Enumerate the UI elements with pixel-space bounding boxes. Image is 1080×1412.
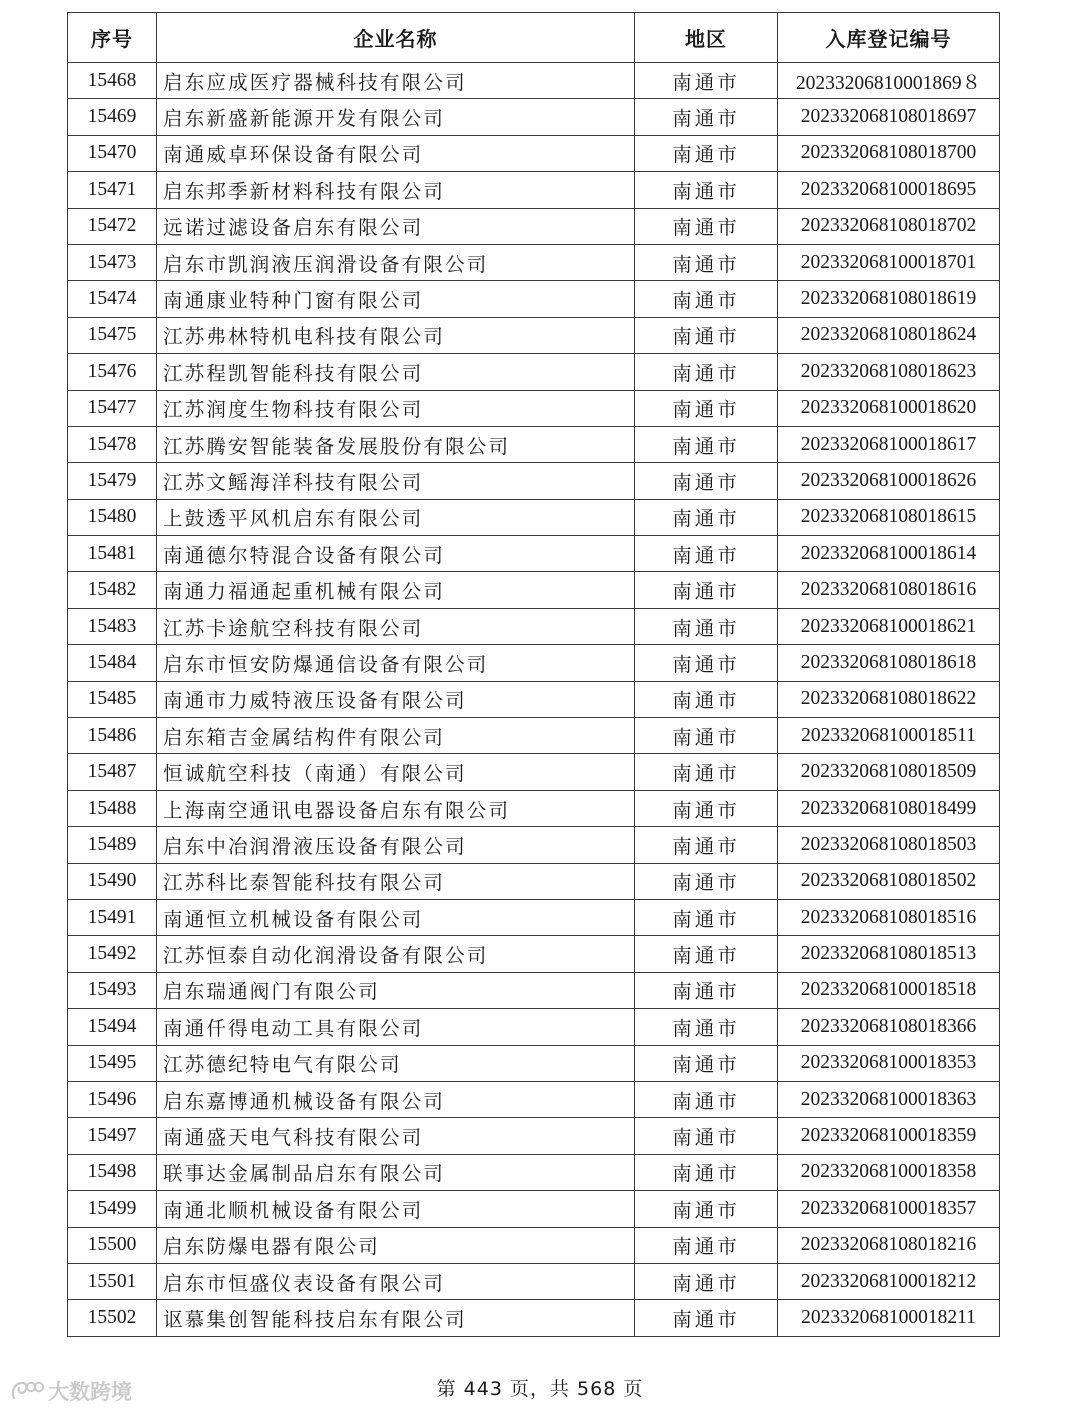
row-region-cell: 南通市: [635, 754, 778, 790]
row-enterprise-name-cell: 启东中冶润滑液压设备有限公司: [157, 827, 635, 863]
table-row: [68, 645, 1000, 681]
row-enterprise-name-cell: 江苏文鳐海洋科技有限公司: [157, 463, 635, 499]
table-row: [68, 972, 1000, 1008]
row-registration-code-cell: 202332068100018212: [778, 1263, 1000, 1299]
header-enterprise-name: 企业名称: [157, 13, 635, 63]
row-registration-code-cell: 202332068100018358: [778, 1154, 1000, 1190]
row-region-cell: 南通市: [635, 499, 778, 535]
row-seq-cell: 15502: [68, 1300, 157, 1336]
row-registration-code-cell: 202332068108018503: [778, 827, 1000, 863]
row-registration-code-cell: 202332068100018363: [778, 1081, 1000, 1117]
row-registration-code-cell: 202332068108018697: [778, 99, 1000, 135]
row-region-cell: 南通市: [635, 645, 778, 681]
row-enterprise-name-cell: 南通恒立机械设备有限公司: [157, 899, 635, 935]
table-row: [68, 790, 1000, 826]
table-row: [68, 718, 1000, 754]
row-region-cell: 南通市: [635, 718, 778, 754]
row-region-cell: 南通市: [635, 1227, 778, 1263]
row-enterprise-name-cell: 远诺过滤设备启东有限公司: [157, 208, 635, 244]
table-row: [68, 281, 1000, 317]
row-seq-cell: 15493: [68, 972, 157, 1008]
row-seq-cell: 15489: [68, 827, 157, 863]
table-row: [68, 681, 1000, 717]
row-enterprise-name-cell: 江苏腾安智能装备发展股份有限公司: [157, 426, 635, 462]
row-region-cell: 南通市: [635, 1081, 778, 1117]
row-seq-cell: 15484: [68, 645, 157, 681]
row-seq-cell: 15500: [68, 1227, 157, 1263]
table-row: [68, 390, 1000, 426]
row-region-cell: 南通市: [635, 863, 778, 899]
row-registration-code-cell: 20233206810001869８: [778, 63, 1000, 99]
table-row: [68, 426, 1000, 462]
row-registration-code-cell: 202332068108018616: [778, 572, 1000, 608]
row-seq-cell: 15491: [68, 899, 157, 935]
row-enterprise-name-cell: 江苏科比泰智能科技有限公司: [157, 863, 635, 899]
row-region-cell: 南通市: [635, 936, 778, 972]
row-region-cell: 南通市: [635, 99, 778, 135]
row-registration-code-cell: 202332068108018502: [778, 863, 1000, 899]
row-registration-code-cell: 202332068100018518: [778, 972, 1000, 1008]
table-row: [68, 463, 1000, 499]
row-seq-cell: 15478: [68, 426, 157, 462]
table-row: [68, 863, 1000, 899]
row-region-cell: 南通市: [635, 426, 778, 462]
row-enterprise-name-cell: 江苏弗林特机电科技有限公司: [157, 317, 635, 353]
row-region-cell: 南通市: [635, 790, 778, 826]
row-region-cell: 南通市: [635, 608, 778, 644]
table-header: [68, 13, 1000, 63]
row-seq-cell: 15488: [68, 790, 157, 826]
row-region-cell: 南通市: [635, 135, 778, 171]
row-region-cell: 南通市: [635, 63, 778, 99]
row-enterprise-name-cell: 南通市力威特液压设备有限公司: [157, 681, 635, 717]
table-row: [68, 899, 1000, 935]
row-registration-code-cell: 202332068100018357: [778, 1191, 1000, 1227]
table-row: [68, 354, 1000, 390]
row-region-cell: 南通市: [635, 1118, 778, 1154]
row-seq-cell: 15469: [68, 99, 157, 135]
row-registration-code-cell: 202332068100018353: [778, 1045, 1000, 1081]
row-region-cell: 南通市: [635, 1154, 778, 1190]
row-region-cell: 南通市: [635, 1045, 778, 1081]
table-row: [68, 499, 1000, 535]
table-row: [68, 608, 1000, 644]
table-row: [68, 572, 1000, 608]
table-row: [68, 135, 1000, 171]
row-enterprise-name-cell: 南通力福通起重机械有限公司: [157, 572, 635, 608]
row-registration-code-cell: 202332068108018623: [778, 354, 1000, 390]
row-seq-cell: 15475: [68, 317, 157, 353]
row-seq-cell: 15468: [68, 63, 157, 99]
row-seq-cell: 15474: [68, 281, 157, 317]
row-registration-code-cell: 202332068100018701: [778, 244, 1000, 280]
row-registration-code-cell: 202332068108018622: [778, 681, 1000, 717]
table-header-row: [68, 13, 1000, 63]
row-seq-cell: 15482: [68, 572, 157, 608]
row-enterprise-name-cell: 江苏卡途航空科技有限公司: [157, 608, 635, 644]
row-enterprise-name-cell: 南通北顺机械设备有限公司: [157, 1191, 635, 1227]
row-enterprise-name-cell: 江苏润度生物科技有限公司: [157, 390, 635, 426]
row-seq-cell: 15487: [68, 754, 157, 790]
row-registration-code-cell: 202332068100018211: [778, 1300, 1000, 1336]
row-registration-code-cell: 202332068108018618: [778, 645, 1000, 681]
row-region-cell: 南通市: [635, 208, 778, 244]
row-seq-cell: 15496: [68, 1081, 157, 1117]
row-region-cell: 南通市: [635, 317, 778, 353]
row-region-cell: 南通市: [635, 390, 778, 426]
table-row: [68, 827, 1000, 863]
table-row: [68, 1154, 1000, 1190]
row-seq-cell: 15477: [68, 390, 157, 426]
row-enterprise-name-cell: 启东应成医疗器械科技有限公司: [157, 63, 635, 99]
row-registration-code-cell: 202332068100018626: [778, 463, 1000, 499]
row-region-cell: 南通市: [635, 681, 778, 717]
row-seq-cell: 15471: [68, 172, 157, 208]
row-registration-code-cell: 202332068108018516: [778, 899, 1000, 935]
enterprise-registry-table: [67, 12, 1000, 1337]
header-seq: 序号: [68, 13, 157, 63]
row-seq-cell: 15472: [68, 208, 157, 244]
row-registration-code-cell: 202332068108018366: [778, 1009, 1000, 1045]
row-registration-code-cell: 202332068100018359: [778, 1118, 1000, 1154]
row-seq-cell: 15492: [68, 936, 157, 972]
page-number: 第 443 页，共 568 页: [436, 1378, 644, 1400]
row-registration-code-cell: 202332068100018620: [778, 390, 1000, 426]
table-row: [68, 1263, 1000, 1299]
row-enterprise-name-cell: 上海南空通讯电器设备启东有限公司: [157, 790, 635, 826]
row-seq-cell: 15480: [68, 499, 157, 535]
row-enterprise-name-cell: 江苏德纪特电气有限公司: [157, 1045, 635, 1081]
row-enterprise-name-cell: 恒诚航空科技（南通）有限公司: [157, 754, 635, 790]
row-registration-code-cell: 202332068108018702: [778, 208, 1000, 244]
row-seq-cell: 15483: [68, 608, 157, 644]
row-seq-cell: 15470: [68, 135, 157, 171]
row-enterprise-name-cell: 南通仟得电动工具有限公司: [157, 1009, 635, 1045]
row-enterprise-name-cell: 南通盛天电气科技有限公司: [157, 1118, 635, 1154]
row-region-cell: 南通市: [635, 827, 778, 863]
table-row: [68, 63, 1000, 99]
row-region-cell: 南通市: [635, 1263, 778, 1299]
row-registration-code-cell: 202332068108018619: [778, 281, 1000, 317]
row-enterprise-name-cell: 启东市恒盛仪表设备有限公司: [157, 1263, 635, 1299]
header-region: 地区: [635, 13, 778, 63]
row-seq-cell: 15495: [68, 1045, 157, 1081]
row-seq-cell: 15481: [68, 536, 157, 572]
row-enterprise-name-cell: 启东嘉博通机械设备有限公司: [157, 1081, 635, 1117]
row-region-cell: 南通市: [635, 1009, 778, 1045]
table-row: [68, 1081, 1000, 1117]
table-row: [68, 1045, 1000, 1081]
table-row: [68, 99, 1000, 135]
row-registration-code-cell: 202332068100018614: [778, 536, 1000, 572]
row-enterprise-name-cell: 南通德尔特混合设备有限公司: [157, 536, 635, 572]
row-enterprise-name-cell: 启东邦季新材料科技有限公司: [157, 172, 635, 208]
row-registration-code-cell: 202332068108018216: [778, 1227, 1000, 1263]
row-seq-cell: 15494: [68, 1009, 157, 1045]
table-body: [68, 63, 1000, 1337]
row-enterprise-name-cell: 南通康业特种门窗有限公司: [157, 281, 635, 317]
row-seq-cell: 15486: [68, 718, 157, 754]
row-region-cell: 南通市: [635, 354, 778, 390]
table-row: [68, 754, 1000, 790]
row-region-cell: 南通市: [635, 463, 778, 499]
row-seq-cell: 15485: [68, 681, 157, 717]
row-enterprise-name-cell: 启东市恒安防爆通信设备有限公司: [157, 645, 635, 681]
row-region-cell: 南通市: [635, 172, 778, 208]
row-region-cell: 南通市: [635, 1300, 778, 1336]
row-region-cell: 南通市: [635, 899, 778, 935]
row-registration-code-cell: 202332068100018695: [778, 172, 1000, 208]
row-seq-cell: 15501: [68, 1263, 157, 1299]
row-seq-cell: 15490: [68, 863, 157, 899]
table-row: [68, 1009, 1000, 1045]
table-row: [68, 1191, 1000, 1227]
row-enterprise-name-cell: 南通威卓环保设备有限公司: [157, 135, 635, 171]
table-row: [68, 1118, 1000, 1154]
row-seq-cell: 15497: [68, 1118, 157, 1154]
row-enterprise-name-cell: 启东新盛新能源开发有限公司: [157, 99, 635, 135]
table-row: [68, 208, 1000, 244]
table-row: [68, 1300, 1000, 1336]
row-registration-code-cell: 202332068108018509: [778, 754, 1000, 790]
row-enterprise-name-cell: 启东防爆电器有限公司: [157, 1227, 635, 1263]
row-enterprise-name-cell: 上鼓透平风机启东有限公司: [157, 499, 635, 535]
row-registration-code-cell: 202332068108018499: [778, 790, 1000, 826]
row-enterprise-name-cell: 江苏程凯智能科技有限公司: [157, 354, 635, 390]
table-row: [68, 1227, 1000, 1263]
row-region-cell: 南通市: [635, 1191, 778, 1227]
row-enterprise-name-cell: 江苏恒泰自动化润滑设备有限公司: [157, 936, 635, 972]
row-registration-code-cell: 202332068100018621: [778, 608, 1000, 644]
row-region-cell: 南通市: [635, 972, 778, 1008]
table-row: [68, 317, 1000, 353]
row-enterprise-name-cell: 启东箱吉金属结构件有限公司: [157, 718, 635, 754]
row-region-cell: 南通市: [635, 281, 778, 317]
row-enterprise-name-cell: 联事达金属制品启东有限公司: [157, 1154, 635, 1190]
header-registration-code: 入库登记编号: [778, 13, 1000, 63]
row-enterprise-name-cell: 讴慕集创智能科技启东有限公司: [157, 1300, 635, 1336]
table-row: [68, 936, 1000, 972]
table-row: [68, 536, 1000, 572]
row-registration-code-cell: 202332068108018513: [778, 936, 1000, 972]
row-region-cell: 南通市: [635, 536, 778, 572]
row-enterprise-name-cell: 启东市凯润液压润滑设备有限公司: [157, 244, 635, 280]
row-seq-cell: 15476: [68, 354, 157, 390]
row-registration-code-cell: 202332068100018511: [778, 718, 1000, 754]
table-row: [68, 244, 1000, 280]
row-enterprise-name-cell: 启东瑞通阀门有限公司: [157, 972, 635, 1008]
row-seq-cell: 15479: [68, 463, 157, 499]
row-seq-cell: 15498: [68, 1154, 157, 1190]
row-registration-code-cell: 202332068108018700: [778, 135, 1000, 171]
row-seq-cell: 15499: [68, 1191, 157, 1227]
row-registration-code-cell: 202332068108018624: [778, 317, 1000, 353]
row-region-cell: 南通市: [635, 244, 778, 280]
watermark-text: 大数跨境: [48, 1380, 132, 1404]
row-registration-code-cell: 202332068100018617: [778, 426, 1000, 462]
row-seq-cell: 15473: [68, 244, 157, 280]
row-region-cell: 南通市: [635, 572, 778, 608]
row-registration-code-cell: 202332068108018615: [778, 499, 1000, 535]
table-row: [68, 172, 1000, 208]
